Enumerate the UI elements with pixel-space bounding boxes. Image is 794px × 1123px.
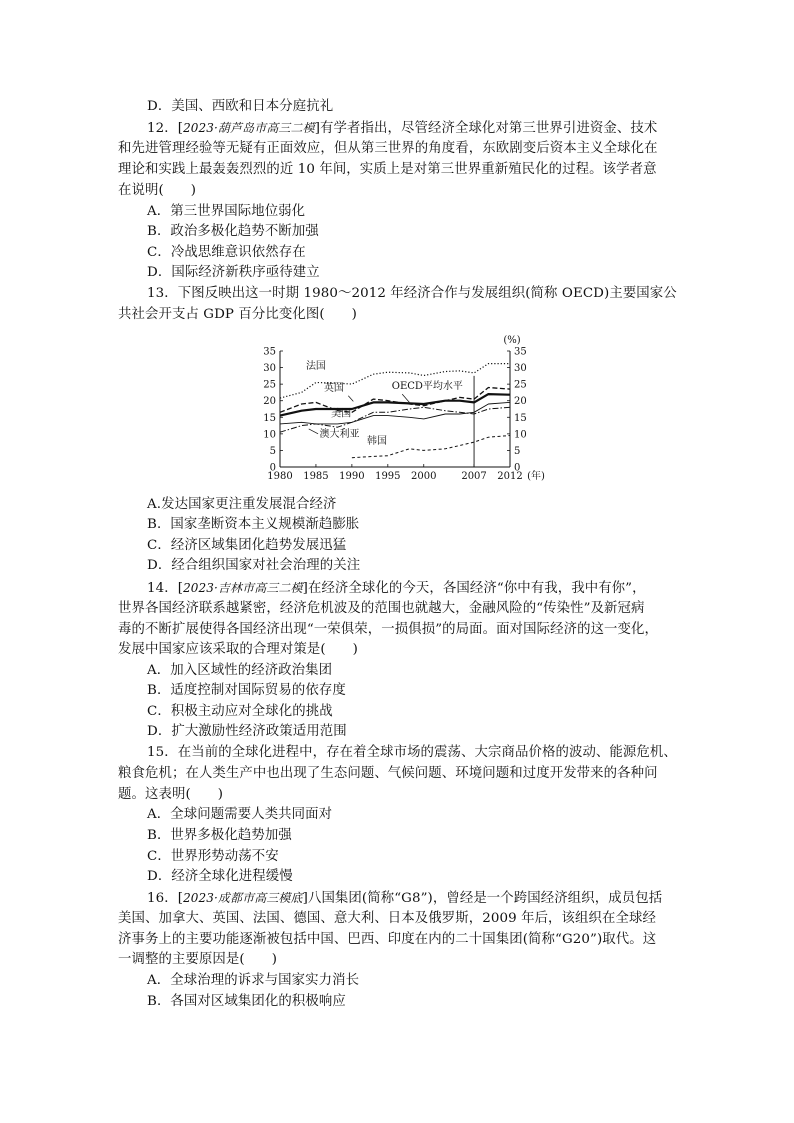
y-tick-label-right: 15 [514,412,527,424]
social-spending-chart [240,327,580,492]
x-tick-label: 1990 [339,471,365,482]
y-tick-label-left: 20 [263,396,276,408]
q12-number: 12．[ [147,121,184,136]
q13-stem-line-2: 共社会开支占 GDP 百分比变化图( ) [118,307,357,322]
series-label-5: 韩国 [367,435,388,447]
q15-option-a: A．全球问题需要人类共同面对 [147,807,333,822]
q12-stem-line-2: 和先进管理经验等无疑有正面效应，但从第三世界的角度看，东欧剧变后资本主义全球化在 [118,141,658,156]
q15-option-d: D．经济全球化进程缓慢 [147,869,293,884]
y-tick-label-right: 0 [514,462,521,474]
q13-option-c: C．经济区域集团化趋势发展迅猛 [147,538,347,553]
y-tick-label-left: 0 [269,462,276,474]
y-tick-label-right: 10 [514,429,527,441]
q12-option-b: B．政治多极化趋势不断加强 [147,224,319,239]
q13-option-a: A.发达国家更注重发展混合经济 [147,497,337,512]
series-label-3: 美国 [331,408,352,420]
series-label-4: 澳大利亚 [319,429,360,441]
q16-stem-line-2: 美国、加拿大、英国、法国、德国、意大利、日本及俄罗斯，2009 年后，该组织在全球经 [118,911,656,926]
q16-stem-text-1: ]八国集团(简称“G8”)，曾经是一个跨国经济组织，成员包括 [302,891,663,906]
leader-australia [309,429,318,434]
q14-option-c: C．积极主动应对全球化的挑战 [147,704,333,719]
chart-svg [240,327,580,492]
q16-number: 16．[ [147,891,184,906]
y-tick-label-left: 25 [263,379,276,391]
q13-option-b: B．国家垄断资本主义规模渐趋膨胀 [147,517,360,532]
x-tick-label: 1980 [267,471,293,482]
q15-option-b: B．世界多极化趋势加强 [147,828,292,843]
y-tick-label-right: 30 [514,363,527,375]
y-tick-label-left: 5 [269,445,276,457]
q14-option-d: D．扩大激励性经济政策适用范围 [147,724,347,739]
q14-stem-line-4: 发展中国家应该采取的合理对策是( ) [118,642,358,657]
leader-oecd [402,394,409,402]
y-tick-label-left: 10 [263,429,276,441]
x-unit-label: (年) [527,471,545,482]
q14-option-b: B．适度控制对国际贸易的依存度 [147,683,346,698]
q15-option-c: C．世界形势动荡不安 [147,849,279,864]
q15-stem-line-2: 粮食危机；在人类生产中也出现了生态问题、气候问题、环境问题和过度开发带来的各种问 [118,766,658,781]
q12-stem-text-1: ]有学者指出，尽管经济全球化对第三世界引进资金、技术 [314,121,658,136]
leader-uk [348,396,353,402]
x-tick-label: 2012 [497,471,523,482]
series-label-1: 英国 [323,382,344,394]
y-tick-label-left: 30 [263,363,276,375]
q16-option-a: A．全球治理的诉求与国家实力消长 [147,973,360,988]
y-tick-label-left: 15 [263,412,276,424]
q14-stem-line-3: 毒的不断扩展使得各国经济出现“一荣俱荣，一损俱损”的局面。面对国际经济的这一变化， [118,622,659,637]
q12-stem-line-1 [147,118,703,139]
q16-stem-line-1 [147,888,703,909]
y-unit-label: (%) [503,335,521,346]
y-tick-label-right: 25 [514,379,527,391]
q12-option-a: A．第三世界国际地位弱化 [147,204,306,219]
q14-source: 2023·吉林市高三二模 [183,581,303,595]
q12-stem-line-3: 理论和实践上最轰轰烈烈的近 10 年间，实质上是对第三世界重新殖民化的过程。该学者意 [118,162,657,177]
x-tick-label: 1995 [375,471,401,482]
series-label-0: 法国 [305,361,326,373]
q15-stem-line-1: 15．在当前的全球化进程中，存在着全球市场的震荡、大宗商品价格的波动、能源危机、 [147,745,677,760]
x-tick-label: 1985 [303,471,329,482]
y-tick-label-left: 35 [263,346,276,358]
q14-number: 14．[ [147,581,184,596]
q13-option-d: D．经合组织国家对社会治理的关注 [147,558,361,573]
y-tick-label-right: 20 [514,396,527,408]
y-tick-label-right: 5 [514,445,521,457]
q14-stem-text-1: ]在经济全球化的今天，各国经济“你中有我，我中有你”， [302,581,646,596]
q14-stem-line-1 [147,578,703,599]
q12-source: 2023·葫芦岛市高三二模 [183,121,315,135]
q11-option-d: D．美国、西欧和日本分庭抗礼 [147,99,334,114]
q14-option-a: A．加入区域性的经济政治集团 [147,663,333,678]
x-tick-label: 2007 [461,471,487,482]
q16-option-b: B．各国对区域集团化的积极响应 [147,994,346,1009]
q12-option-c: C．冷战思维意识依然存在 [147,245,306,260]
q16-stem-line-4: 一调整的主要原因是( ) [118,952,278,967]
q16-stem-line-3: 济事务上的主要功能逐渐被包括中国、巴西、印度在内的二十国集团(简称“G20”)取代。这 [118,932,657,947]
y-tick-label-right: 35 [514,346,527,358]
q15-stem-line-3: 题。这表明( ) [118,787,224,802]
x-tick-label: 2000 [411,471,437,482]
series-label-2: OECD平均水平 [391,381,463,393]
q13-stem-line-1: 13．下图反映出这一时期 1980～2012 年经济合作与发展组织(简称 OECD)主要国家公 [147,286,677,301]
q12-stem-line-4: 在说明( ) [118,183,197,198]
q14-stem-line-2: 世界各国经济联系越紧密，经济危机波及的范围也就越大，金融风险的“传染性”及新冠病 [118,601,645,616]
q16-source: 2023·成都市高三模底 [183,891,303,905]
q12-option-d: D．国际经济新秩序亟待建立 [147,265,320,280]
